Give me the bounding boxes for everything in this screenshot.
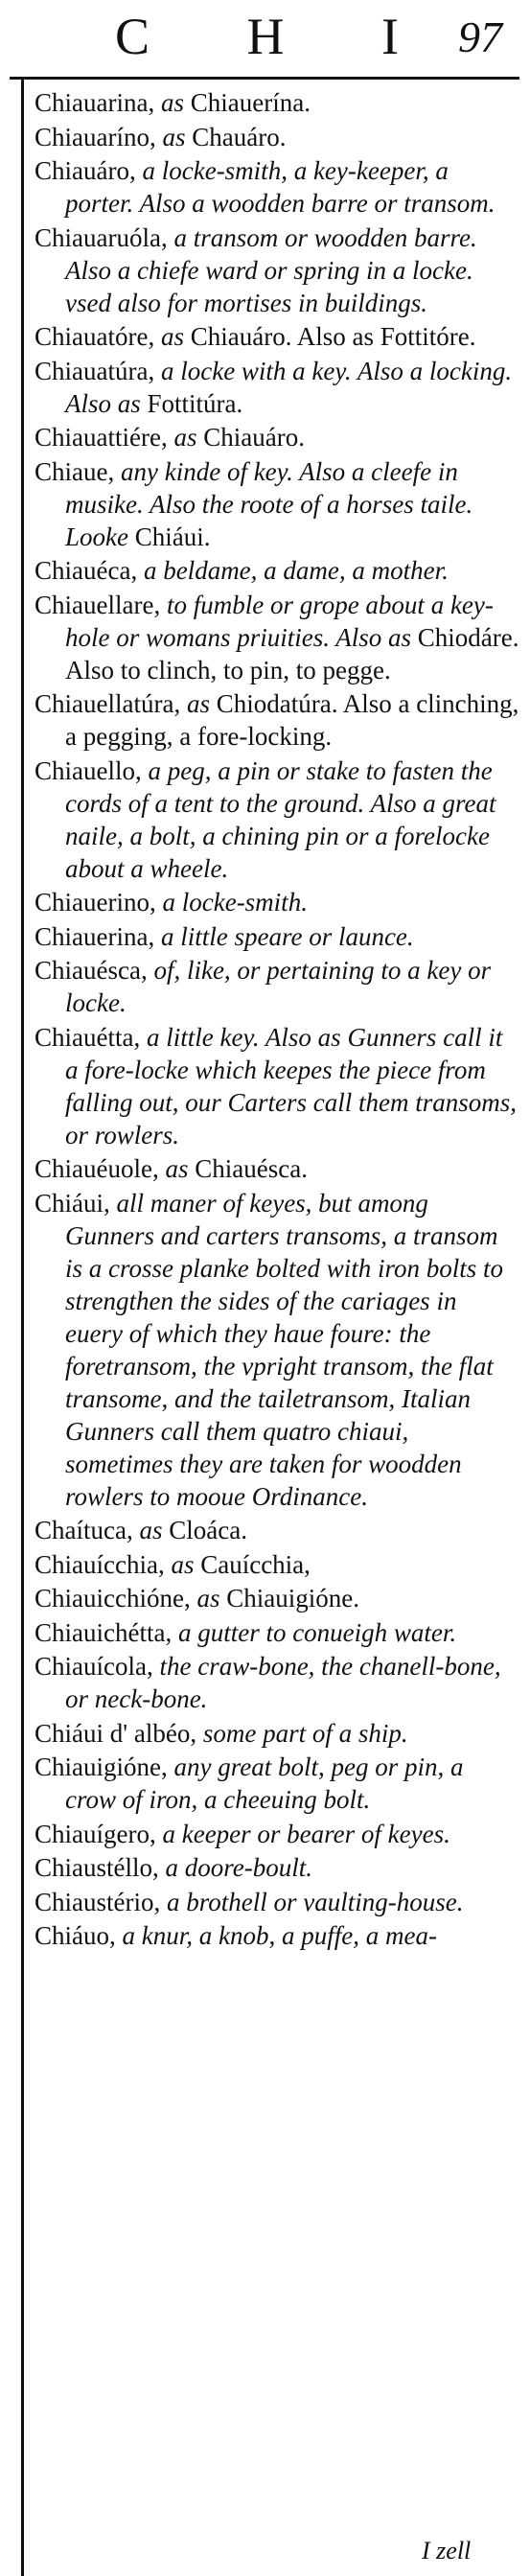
entry-cross-reference: Fottitúra.: [147, 388, 243, 418]
entry-headword: Chiauícchia,: [35, 1549, 165, 1579]
entry-headword: Chiauésca,: [35, 956, 148, 985]
entry-definition: a keeper or bearer of keyes.: [155, 1819, 450, 1848]
dictionary-entry: [35, 154, 519, 220]
entry-definition: any kinde of key. Also a cleefe in musike. Also the roote of a horses taile. Looke: [65, 456, 473, 551]
dictionary-entry: [35, 754, 519, 885]
entry-definition: a doore-boult.: [158, 1853, 312, 1882]
entry-definition: a beldame, a dame, a mother.: [137, 556, 449, 585]
entry-definition: as: [167, 423, 204, 452]
dictionary-entry: [35, 1514, 519, 1546]
dictionary-entry: [35, 1650, 519, 1715]
entry-definition: as: [155, 122, 193, 151]
entry-definition: a transom or woodden barre. Also a chiefe ward or spring in a locke. vsed also for mortises in buildings.: [65, 222, 477, 317]
entry-definition: a locke-smith.: [155, 888, 308, 917]
entry-cross-reference: Chiauésca.: [195, 1154, 308, 1183]
dictionary-entry: [35, 86, 519, 119]
dictionary-entry: [35, 886, 519, 918]
dictionary-entry: [35, 455, 519, 553]
dictionary-entry: [35, 421, 519, 453]
entry-headword: Chiauatóre,: [35, 322, 155, 351]
entry-cross-reference: Chiáui.: [134, 522, 211, 551]
entry-definition: a peg, a pin or stake to fasten the cords of a tent to the ground. Also a great naile, a bolt, a chining pin or a forelocke about a wheele.: [65, 755, 496, 883]
entry-cross-reference: Chiauigióne.: [226, 1584, 359, 1613]
entry-headword: Chiáui,: [35, 1188, 110, 1218]
entry-headword: Chiauaruóla,: [35, 222, 168, 252]
entry-headword: Chiauatúra,: [35, 356, 155, 385]
entry-headword: Chiauattiére,: [35, 423, 168, 452]
entry-definition: a little speare or launce.: [154, 921, 414, 951]
dictionary-entry: [35, 589, 519, 686]
running-head-title: C H I: [115, 8, 441, 65]
dictionary-entry: [35, 1582, 519, 1614]
dictionary-entry: [35, 1851, 519, 1884]
entry-definition: some part of a ship.: [196, 1718, 408, 1748]
column-rule: [21, 80, 24, 2576]
dictionary-entry: [35, 920, 519, 953]
entry-headword: Chiauáro,: [35, 156, 136, 185]
entry-definition: a knur, a knob, a puffe, a mea-: [115, 1921, 437, 1950]
entry-headword: Chaítuca,: [35, 1516, 133, 1544]
entry-cross-reference: Chiodáre. Also to clinch, to pin, to pegge.: [65, 622, 519, 685]
entry-definition: as: [190, 1584, 227, 1613]
entry-cross-reference: Chiauáro.: [203, 423, 305, 452]
entry-cross-reference: Cloáca.: [169, 1516, 247, 1544]
dictionary-entry: [35, 1021, 519, 1151]
entry-headword: Chiauaríno,: [35, 122, 156, 151]
page-number: 97: [458, 12, 502, 61]
entry-definition: the craw-bone, the chanell-bone, or neck-bone.: [65, 1652, 501, 1713]
dictionary-entry: [35, 1818, 519, 1850]
entry-definition: of, like, or pertaining to a key or locke.: [65, 956, 492, 1017]
entry-headword: Chiauerina,: [35, 921, 155, 951]
dictionary-entry: [35, 1616, 519, 1649]
entry-definition: as: [132, 1516, 170, 1544]
entry-headword: Chiauéuole,: [35, 1154, 159, 1183]
dictionary-entry: [35, 554, 519, 587]
entry-headword: Chiauéca,: [35, 556, 138, 585]
entry-headword: Chiauichétta,: [35, 1617, 173, 1647]
entry-definition: a brothell or vaulting-house.: [160, 1887, 464, 1916]
dictionary-entry: [35, 954, 519, 1019]
entry-headword: Chiáuo,: [35, 1921, 116, 1950]
entry-headword: Chiaustéllo,: [35, 1853, 159, 1882]
entry-cross-reference: Chauáro.: [192, 122, 287, 151]
entry-definition: all maner of keyes, but among Gunners and carters transoms, a transom is a crosse planke bolted with iron bolts to strengthen the sides of the cariages in euery of which they haue foure: the foretransom, the vpright transom, the flat transome, and the tailetransom, Italian Gunners call them quatro chiaui, sometimes they are taken for woodden rowlers to mooue Ordinance.: [65, 1188, 503, 1511]
entry-headword: Chiauello,: [35, 755, 142, 785]
dictionary-entry: [35, 1751, 519, 1816]
dictionary-entry: [35, 1717, 519, 1750]
entry-headword: Chiauígero,: [35, 1819, 156, 1848]
entry-definition: a little key. Also as Gunners call it a fore-locke which keepes the piece from falling out, our Carters call them transoms, or rowlers.: [65, 1022, 518, 1149]
entry-cross-reference: Cauícchia,: [200, 1549, 311, 1579]
entry-definition: as: [164, 1549, 201, 1579]
entry-list: [35, 86, 519, 1954]
dictionary-entry: [35, 121, 519, 153]
entry-definition: as: [180, 689, 217, 718]
entry-definition: any great bolt, peg or pin, a crow of iron, a cheeuing bolt.: [65, 1752, 464, 1814]
running-header: [0, 0, 530, 67]
entry-headword: Chiauétta,: [35, 1022, 141, 1052]
entry-definition: a locke-smith, a key-keeper, a porter. Also a woodden barre or transom.: [65, 156, 495, 218]
dictionary-entry: [35, 355, 519, 420]
entry-cross-reference: Chiodatúra. Also a clinching, a pegging, a fore-locking.: [65, 689, 519, 751]
entry-headword: Chiauerino,: [35, 888, 156, 917]
entry-definition: a gutter to conueigh water.: [172, 1617, 457, 1647]
catchword: I zell: [422, 2537, 472, 2564]
entry-headword: Chiáui d' albéo,: [35, 1718, 197, 1748]
dictionary-entry: [35, 221, 519, 319]
entry-headword: Chiauícola,: [35, 1652, 153, 1681]
entry-headword: Chiaustério,: [35, 1887, 161, 1916]
dictionary-entry: [35, 1919, 519, 1952]
entry-headword: Chiauigióne,: [35, 1752, 168, 1781]
entry-headword: Chiauellare,: [35, 590, 161, 619]
entry-definition: a locke with a key. Also a locking. Also as: [65, 356, 513, 418]
entry-headword: Chiauellatúra,: [35, 689, 181, 718]
entry-cross-reference: Chiauerína.: [190, 88, 311, 117]
dictionary-entry: [35, 320, 519, 353]
dictionary-entry: [35, 1548, 519, 1581]
entry-headword: Chiauarina,: [35, 88, 155, 117]
entry-headword: Chiauicchióne,: [35, 1584, 191, 1613]
entry-definition: as: [154, 322, 191, 351]
header-rule: [10, 77, 519, 80]
entry-headword: Chiaue,: [35, 456, 115, 486]
dictionary-entry: [35, 1187, 519, 1513]
dictionary-entry: [35, 1152, 519, 1185]
entry-definition: to fumble or grope about a key-hole or womans priuities. Also as: [65, 590, 494, 652]
entry-definition: as: [158, 1154, 196, 1183]
dictionary-entry: [35, 1886, 519, 1918]
entry-definition: as: [154, 88, 191, 117]
entry-cross-reference: Chiauáro. Also as Fottitóre.: [190, 322, 476, 351]
dictionary-entry: [35, 687, 519, 753]
